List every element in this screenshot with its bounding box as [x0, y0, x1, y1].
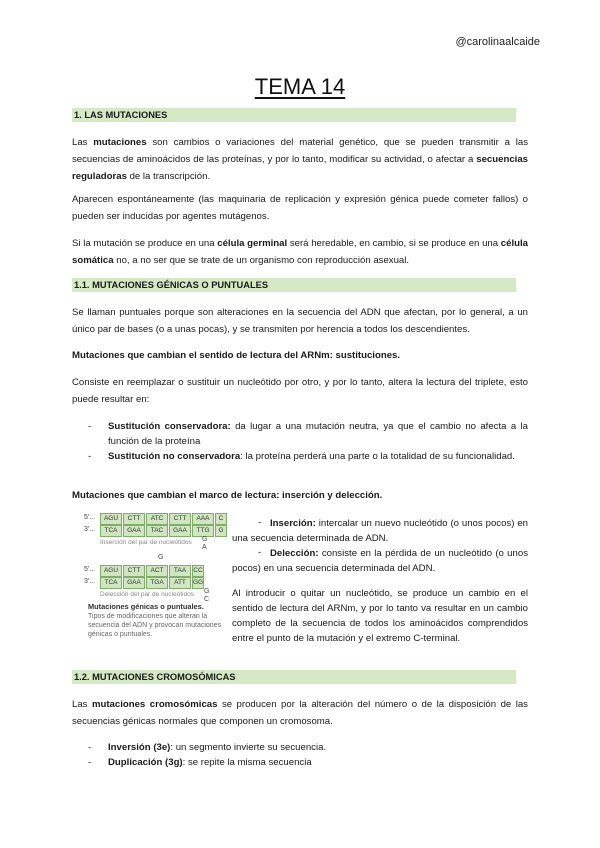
paragraph-definition: Las mutaciones son cambios o variaciones del material genético, que se pueden transmitir a las secuencias de aminoácidos de las proteínas, y por lo tanto, modificar su actividad, o afectar a secuencias reguladoras de la transcripción. — [72, 137, 528, 182]
codon-cell: AGU — [100, 565, 122, 577]
codon-cell: TAA — [169, 565, 191, 577]
bullet-no-conservadora: Sustitución no conservadora: la proteína perderá una parte o la totalidad de su funcionalidad. — [108, 451, 515, 462]
codon-cell: TCA — [100, 577, 122, 589]
figure-caption-title: Mutaciones génicas o puntuales. — [88, 602, 204, 611]
strand-label: 5'... — [84, 566, 96, 573]
bullet-marker: - — [88, 421, 92, 432]
paragraph-sustitucion: Consiste en reemplazar o sustituir un nucleótido por otro, y por lo tanto, altera la lectura del triplete, esto puede resultar en: — [72, 377, 528, 405]
codon-cell: CTT — [169, 513, 191, 525]
insert-base-bottom: A — [202, 544, 207, 551]
bullet-conservadora: Sustitución conservadora: da lugar a una mutación neutra, ya que el cambio no afecta a la función de la proteína — [108, 421, 529, 447]
codon-cell: TCA — [100, 525, 122, 537]
subheading-marco-lectura: Mutaciones que cambian el marco de lectura: inserción y delección. — [72, 490, 383, 501]
codon-cell: TGA — [146, 577, 168, 589]
codon-cell: CC — [192, 565, 204, 577]
bullet-marker: - — [258, 547, 262, 558]
codon-cell: G — [215, 525, 227, 537]
paragraph-origin: Aparecen espontáneamente (las maquinaria de replicación y expresión génica puede cometer fallos) o pueden ser inducidas por agentes mutágenos. — [72, 194, 528, 222]
codon-cell: TTG — [192, 525, 214, 537]
codon-cell: CTT — [123, 565, 145, 577]
paragraph-cromosomicas: Las mutaciones cromosómicas se producen por la alteración del número o de la disposición de las secuencias génicas normales que componen un cromosoma. — [72, 699, 528, 727]
codon-cell: GAA — [169, 525, 191, 537]
bullet-duplicacion: Duplicación (3g): se repite la misma secuencia — [108, 757, 312, 768]
figure-label-deletion: Delección del par de nucleótidos — [100, 591, 194, 598]
codon-cell: CTT — [123, 513, 145, 525]
strand-label: 5'... — [84, 514, 96, 521]
bullet-marker: - — [88, 742, 92, 753]
codon-cell: AAA — [192, 513, 214, 525]
codon-cell: ATT — [169, 577, 191, 589]
section-heading-cromosomicas: 1.2. MUTACIONES CROMOSÓMICAS — [72, 670, 516, 684]
codon-cell: C — [215, 513, 227, 525]
deleted-base-bottom: C — [204, 596, 210, 603]
insert-base-top: G — [202, 536, 208, 543]
section-heading-mutaciones: 1. LAS MUTACIONES — [72, 108, 516, 122]
codon-cell: GAA — [123, 525, 145, 537]
bullet-inversion: Inversión (3e): un segmento invierte su secuencia. — [108, 742, 327, 753]
paragraph-puntuales: Se llaman puntuales porque son alteraciones en la secuencia del ADN que afectan, por lo general, a un único par de bases (o a unas pocas), y se transmiten por herencia a todos los descendientes. — [72, 307, 528, 335]
item-deleccion: Delección: consiste en la pérdida de un nucleótido (o unos pocos) en una secuencia determinada del ADN. — [232, 548, 528, 574]
subheading-sustituciones: Mutaciones que cambian el sentido de lectura del ARNm: sustituciones. — [72, 350, 401, 361]
paragraph-frameshift: Al introducir o quitar un nucleótido, se produce un cambio en el sentido de lectura del ARNm, y por lo tanto va resultar en un cambio completo de la secuencia de todos los aminoácidos comprendidos entre el punto de la mutación y el extremo C-terminal. — [232, 588, 528, 644]
inserted-base-marker: G — [158, 554, 164, 561]
bullet-marker: - — [88, 451, 92, 462]
author-handle: @carolinaalcaide — [455, 36, 540, 48]
item-insercion: Inserción: intercalar un nuevo nucleótido (o unos pocos) en una secuencia determinada de ADN. — [232, 518, 528, 544]
paragraph-heredity: Si la mutación se produce en una célula germinal será heredable, en cambio, si se produce en una célula somática no, a no ser que se trate de un organismo con reproducción asexual. — [72, 238, 528, 266]
figure-caption: Tipos de modificaciones que alteran la secuencia del ADN y provocan mutaciones génicas o puntuales. — [88, 613, 222, 638]
strand-label: 3'... — [84, 526, 96, 533]
bullet-marker: - — [258, 517, 262, 528]
codon-cell: ACT — [146, 565, 168, 577]
figure-label-insertion: Inserción del par de nucleótidos — [100, 539, 192, 546]
section-heading-genicas: 1.1. MUTACIONES GÉNICAS O PUNTUALES — [72, 278, 516, 292]
codon-cell: TAC — [146, 525, 168, 537]
codon-cell: AGU — [100, 513, 122, 525]
page-title: TEMA 14 — [254, 74, 346, 99]
strand-label: 3'... — [84, 578, 96, 585]
deleted-base-top: G — [204, 588, 210, 595]
codon-cell: GAA — [123, 577, 145, 589]
codon-cell: ATC — [146, 513, 168, 525]
bullet-marker: - — [88, 757, 92, 768]
mutation-figure — [84, 512, 234, 644]
codon-cell: GG — [192, 577, 204, 589]
